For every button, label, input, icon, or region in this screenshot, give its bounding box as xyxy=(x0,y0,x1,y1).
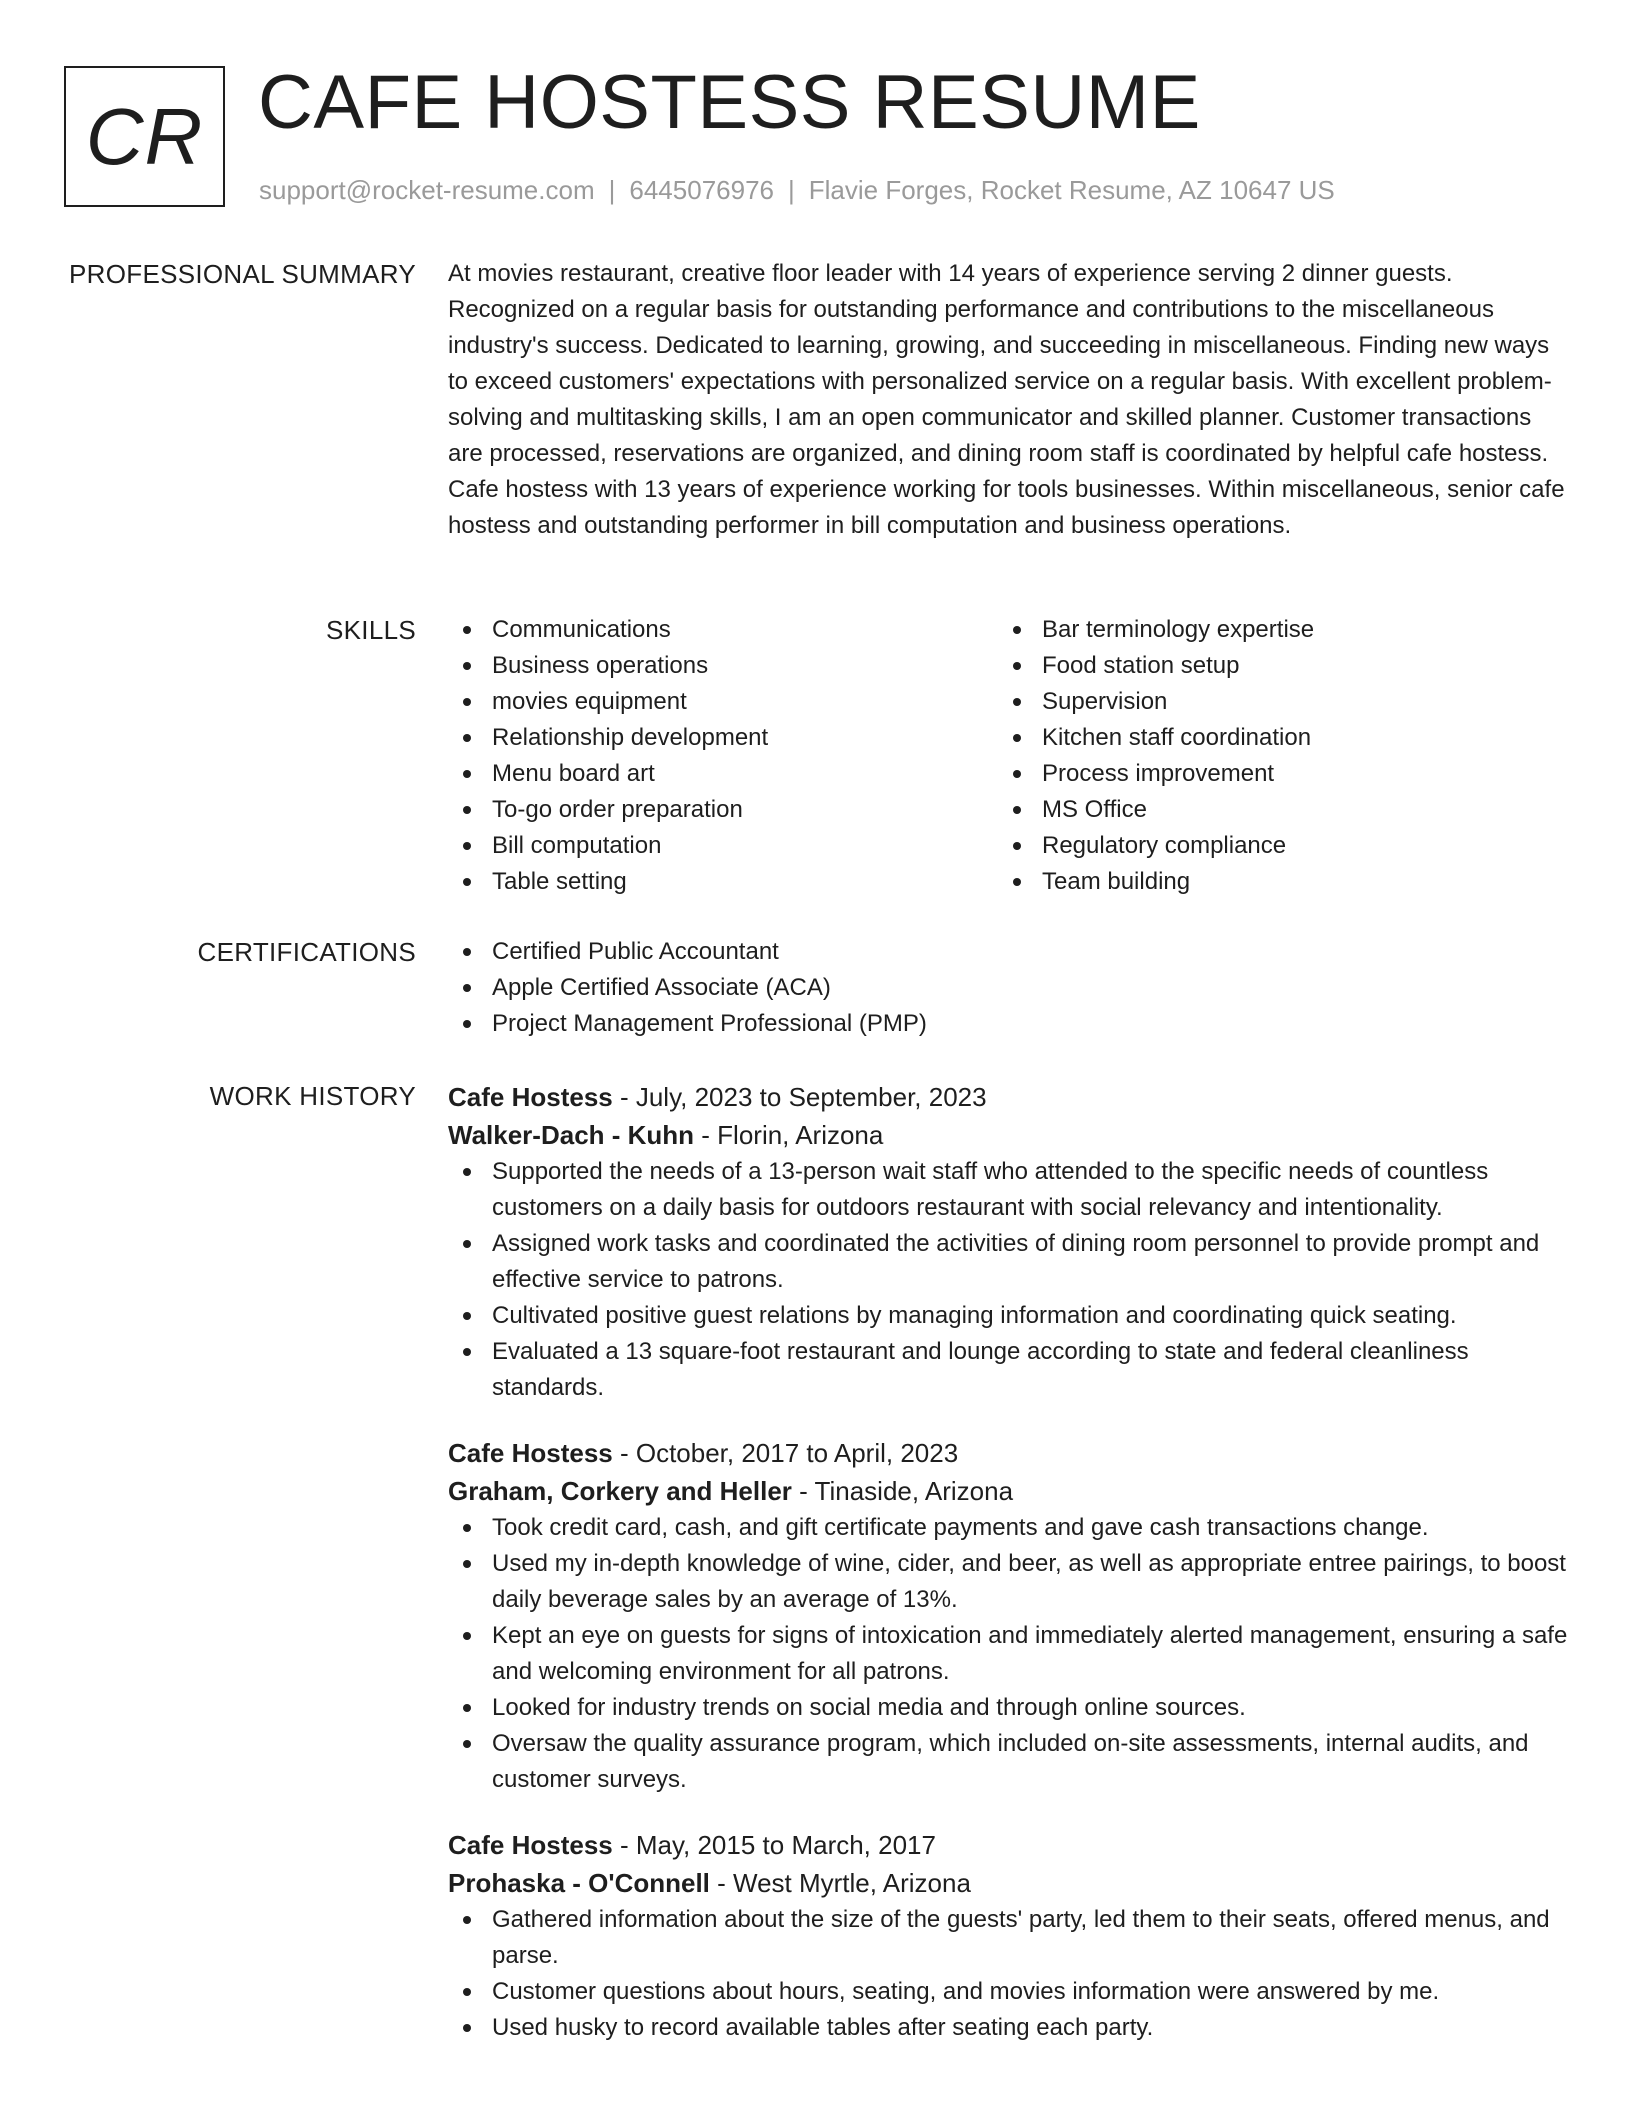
job-entry xyxy=(448,1434,1568,1798)
job-title: Cafe Hostess xyxy=(448,1830,613,1860)
skills-list-right xyxy=(998,612,1548,900)
skill-item: Communications xyxy=(448,612,998,648)
job-bullet-list xyxy=(448,1902,1568,2046)
monogram-logo xyxy=(64,66,225,207)
job-entry xyxy=(448,1078,1568,1406)
skill-item: movies equipment xyxy=(448,684,998,720)
contact-phone[interactable]: 6445076976 xyxy=(629,175,774,205)
job-company-line xyxy=(448,1864,1568,1902)
skill-item: Process improvement xyxy=(998,756,1548,792)
certification-item: Project Management Professional (PMP) xyxy=(448,1006,1568,1042)
section-heading-certifications: CERTIFICATIONS xyxy=(197,937,416,967)
job-company: Graham, Corkery and Heller xyxy=(448,1476,792,1506)
skill-item: Bar terminology expertise xyxy=(998,612,1548,648)
resume-header xyxy=(0,0,1632,230)
skill-item: To-go order preparation xyxy=(448,792,998,828)
job-location: - Florin, Arizona xyxy=(694,1120,884,1150)
job-location: - Tinaside, Arizona xyxy=(791,1476,1014,1506)
job-bullet: Customer questions about hours, seating, and movies information were answered by me. xyxy=(448,1974,1568,2010)
job-bullet-list xyxy=(448,1154,1568,1406)
skill-item: Team building xyxy=(998,864,1548,900)
job-bullet: Took credit card, cash, and gift certificate payments and gave cash transactions change. xyxy=(448,1510,1568,1546)
contact-address: Flavie Forges, Rocket Resume, AZ 10647 US xyxy=(808,175,1335,205)
job-bullet: Gathered information about the size of the guests' party, led them to their seats, offered menus, and parse. xyxy=(448,1902,1568,1974)
skill-item: Relationship development xyxy=(448,720,998,756)
job-company-line xyxy=(448,1116,1568,1154)
skill-item: Business operations xyxy=(448,648,998,684)
job-title: Cafe Hostess xyxy=(448,1438,613,1468)
job-bullet: Looked for industry trends on social media and through online sources. xyxy=(448,1690,1568,1726)
job-entry xyxy=(448,1826,1568,2046)
job-title-line xyxy=(448,1434,1568,1472)
job-dates: - July, 2023 to September, 2023 xyxy=(612,1082,987,1112)
skills-body xyxy=(448,612,1568,900)
contact-separator: | xyxy=(788,175,795,205)
monogram-initials: CR xyxy=(85,91,204,181)
job-bullet: Oversaw the quality assurance program, which included on-site assessments, internal audits, and customer surveys. xyxy=(448,1726,1568,1798)
summary-text: At movies restaurant, creative floor leader with 14 years of experience serving 2 dinner guests. Recognized on a regular basis for outstanding performance and contributions to the miscellaneous industry's success. Dedicated to learning, growing, and succeeding in miscellaneous. Finding new ways to exceed customers' expectations with personalized service on a regular basis. With excellent problem-solving and multitasking skills, I am an open communicator and skilled planner. Customer transactions are processed, reservations are organized, and dining room staff is coordinated by helpful cafe hostess. Cafe hostess with 13 years of experience working for tools businesses. Within miscellaneous, senior cafe hostess and outstanding performer in bill computation and business operations. xyxy=(448,260,1565,539)
job-bullet: Cultivated positive guest relations by managing information and coordinating quick seating. xyxy=(448,1298,1568,1334)
skill-item: Supervision xyxy=(998,684,1548,720)
skill-item: MS Office xyxy=(998,792,1548,828)
job-company-line xyxy=(448,1472,1568,1510)
certifications-list xyxy=(448,934,1568,1042)
skill-item: Food station setup xyxy=(998,648,1548,684)
skill-item: Kitchen staff coordination xyxy=(998,720,1548,756)
skills-list-left xyxy=(448,612,998,900)
job-bullet: Kept an eye on guests for signs of intoxication and immediately alerted management, ensuring a safe and welcoming environment for all patrons. xyxy=(448,1618,1568,1690)
skill-item: Regulatory compliance xyxy=(998,828,1548,864)
skill-item: Menu board art xyxy=(448,756,998,792)
section-heading-work-history: WORK HISTORY xyxy=(209,1081,416,1111)
job-title: Cafe Hostess xyxy=(448,1082,613,1112)
job-title-line xyxy=(448,1826,1568,1864)
job-bullet: Evaluated a 13 square-foot restaurant and lounge according to state and federal cleanliness standards. xyxy=(448,1334,1568,1406)
job-company: Walker-Dach - Kuhn xyxy=(448,1120,695,1150)
job-bullet: Used husky to record available tables after seating each party. xyxy=(448,2010,1568,2046)
resume-title: CAFE HOSTESS RESUME xyxy=(258,60,1201,145)
contact-separator: | xyxy=(608,175,616,205)
certifications-body xyxy=(448,934,1568,1042)
job-bullet: Supported the needs of a 13-person wait staff who attended to the specific needs of countless customers on a daily basis for outdoors restaurant with social relevancy and intentionality. xyxy=(448,1154,1568,1226)
job-company: Prohaska - O'Connell xyxy=(448,1868,710,1898)
job-location: - West Myrtle, Arizona xyxy=(709,1868,971,1898)
skill-item: Table setting xyxy=(448,864,998,900)
skill-item: Bill computation xyxy=(448,828,998,864)
contact-email[interactable]: support@rocket-resume.com xyxy=(259,175,595,205)
work-history-body xyxy=(448,1078,1568,2074)
job-title-line xyxy=(448,1078,1568,1116)
summary-body xyxy=(448,256,1568,544)
certification-item: Apple Certified Associate (ACA) xyxy=(448,970,1568,1006)
job-dates: - October, 2017 to April, 2023 xyxy=(612,1438,959,1468)
job-bullet: Assigned work tasks and coordinated the activities of dining room personnel to provide prompt and effective service to patrons. xyxy=(448,1226,1568,1298)
certification-item: Certified Public Accountant xyxy=(448,934,1568,970)
section-heading-summary: PROFESSIONAL SUMMARY xyxy=(69,259,416,289)
job-bullet-list xyxy=(448,1510,1568,1798)
section-heading-skills: SKILLS xyxy=(326,615,416,645)
job-bullet: Used my in-depth knowledge of wine, cider, and beer, as well as appropriate entree pairings, to boost daily beverage sales by an average of 13%. xyxy=(448,1546,1568,1618)
contact-line xyxy=(259,174,1335,206)
job-dates: - May, 2015 to March, 2017 xyxy=(612,1830,936,1860)
